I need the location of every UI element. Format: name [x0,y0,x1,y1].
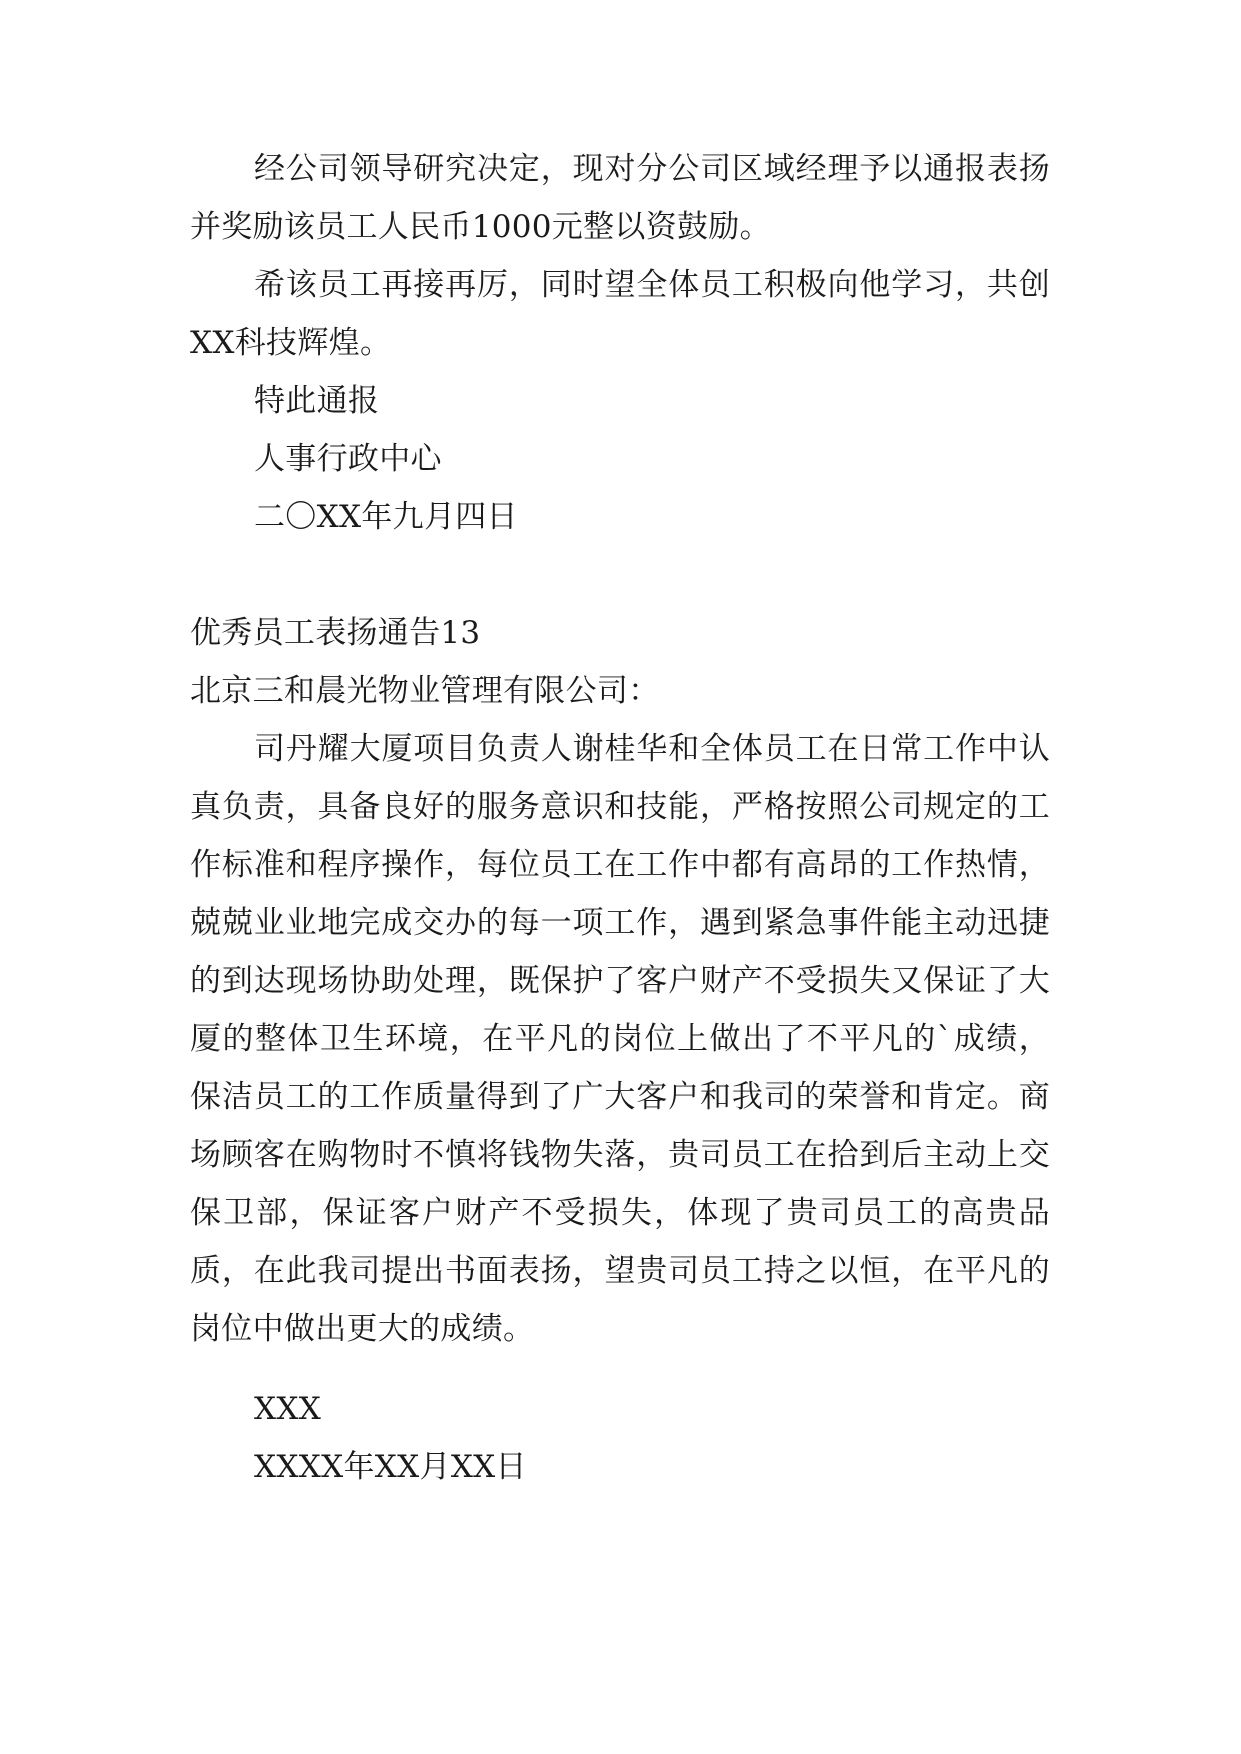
issue-date: 二〇XX年九月四日 [254,499,518,535]
commendation-body: 司丹耀大厦项目负责人谢桂华和全体员工在日常工作中认真负责，具备良好的服务意识和技能，严格按照公司规定的工作标准和程序操作，每位员工在工作中都有高昂的工作热情，兢兢业业地完成交办的每一项工作，遇到紧急事件能主动迅捷的到达现场协助处理，既保护了客户财产不受损失又保证了大厦的整体卫生环境，在平凡的岗位上做出了不平凡的`成绩，保洁员工的工作质量得到了广大客户和我司的荣誉和肯定。商场顾客在购物时不慎将钱物失落，贵司员工在拾到后主动上交保卫部，保证客户财产不受损失，体现了贵司员工的高贵品质，在此我司提出书面表扬，望贵司员工持之以恒，在平凡的岗位中做出更大的成绩。 [190,731,1050,1347]
notice-line: 特此通报 [254,383,380,419]
issuing-department: 人事行政中心 [254,441,442,477]
section-gap [190,546,1050,604]
document-body [190,140,1050,1496]
recipient-line: 北京三和晨光物业管理有限公司： [190,673,660,709]
paragraph-award-decision: 经公司领导研究决定，现对分公司区域经理予以通报表扬并奖励该员工人民币1000元整以资鼓励。 [190,151,1050,245]
signature-date: XXXX年XX月XX日 [254,1449,527,1485]
signature-gap [190,1358,1050,1380]
section-title: 优秀员工表扬通告13 [190,615,481,651]
signer: XXX [254,1391,322,1427]
paragraph-encouragement: 希该员工再接再厉，同时望全体员工积极向他学习，共创XX科技辉煌。 [190,267,1050,361]
